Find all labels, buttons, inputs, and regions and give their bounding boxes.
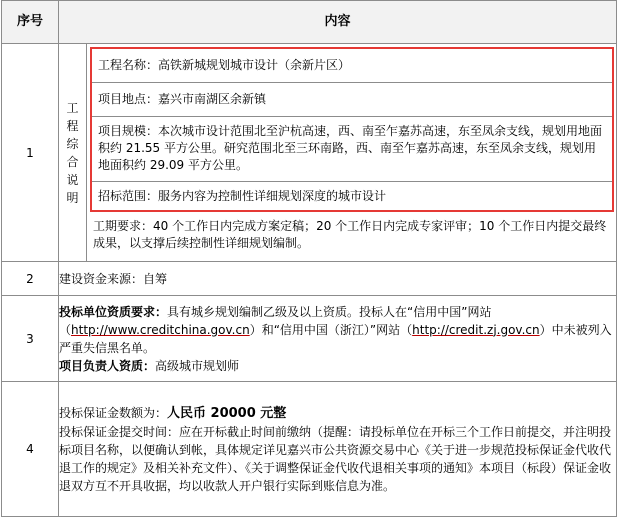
section-label-char: 工 [66,100,79,115]
section-label-char: 程 [66,118,79,133]
qualification-label: 投标单位资质要求： [59,304,168,319]
bid-scope: 招标范围：服务内容为控制性详细规划深度的城市设计 [98,189,387,203]
qualification-text: ）和“信用中国（浙江）”网站（ [249,322,413,337]
credit-zj-link[interactable]: http://credit.zj.gov.cn [412,322,540,337]
bid-deposit [59,382,617,517]
deposit-amount: 人民币 20000 元整 [167,405,287,421]
qualification-text: ）中未被列入严重失信黑名单。 [59,322,612,355]
table-row-2 [2,262,617,296]
creditchina-link[interactable]: http://www.creditchina.gov.cn [71,322,250,337]
deposit-text: 投标保证金提交时间：应在开标截止时间前缴纳（提醒：请投标单位在开标三个工作日前提交，并注明投标项目名称，以便确认到帐，具体规定详见嘉兴市公共资源交易中心《关于进一步规范投标保证金代收代退工作的规定》及相关补充文件）、《关于调整保证金代收代退相关事项的通知》本项目（标段）保证金收退双方互不开具收据，均以收款人开户银行实际到账信息为准。 [59,424,612,493]
table-header-row [2,1,617,44]
project-name: 工程名称：高铁新城规划城市设计（余新片区） [92,49,612,83]
bidder-qualification [59,296,617,382]
qualification-text: 具有城乡规划编制乙级及以上资质。投标人在“信用中国”网站（ [59,304,492,337]
section-label-char: 合 [66,154,79,169]
table-row-3 [2,296,617,382]
project-overview-cell [87,44,617,262]
row-number: 2 [2,262,59,296]
section-label-char: 综 [66,136,79,151]
header-content: 内容 [59,1,617,44]
row-number: 4 [2,382,59,517]
project-lead-label: 项目负责人资质： [59,358,156,373]
project-scale: 项目规模：本次城市设计范围北至沪杭高速，西、南至乍嘉苏高速，东至凤余支线，规划用地面积约 21.55 平方公里。研究范围北至三环南路，西、南至乍嘉苏高速，东至凤余支线，规划用地面积约 29.09 平方公里。 [92,117,612,182]
table-row-4 [2,382,617,517]
section-label-char: 明 [66,190,79,205]
table-row-1 [2,44,617,262]
tender-info-table [1,0,617,517]
row-number: 3 [2,296,59,382]
header-serial-number: 序号 [2,1,59,44]
row-number: 1 [2,44,59,262]
section-label-project-overview [59,44,87,262]
project-lead-text: 高级城市规划师 [155,358,240,373]
section-label-char: 说 [66,172,79,187]
project-location: 项目地点：嘉兴市南湖区余新镇 [92,83,612,117]
schedule-requirement: 工期要求：40 个工作日内完成方案定稿；20 个工作日内完成专家评审；10 个工作日内提交最终成果，以支撑后续控制性详细规划编制。 [93,219,607,250]
funding-source: 建设资金来源：自筹 [59,262,617,296]
deposit-label: 投标保证金数额为： [59,405,168,420]
highlight-box [90,47,614,212]
